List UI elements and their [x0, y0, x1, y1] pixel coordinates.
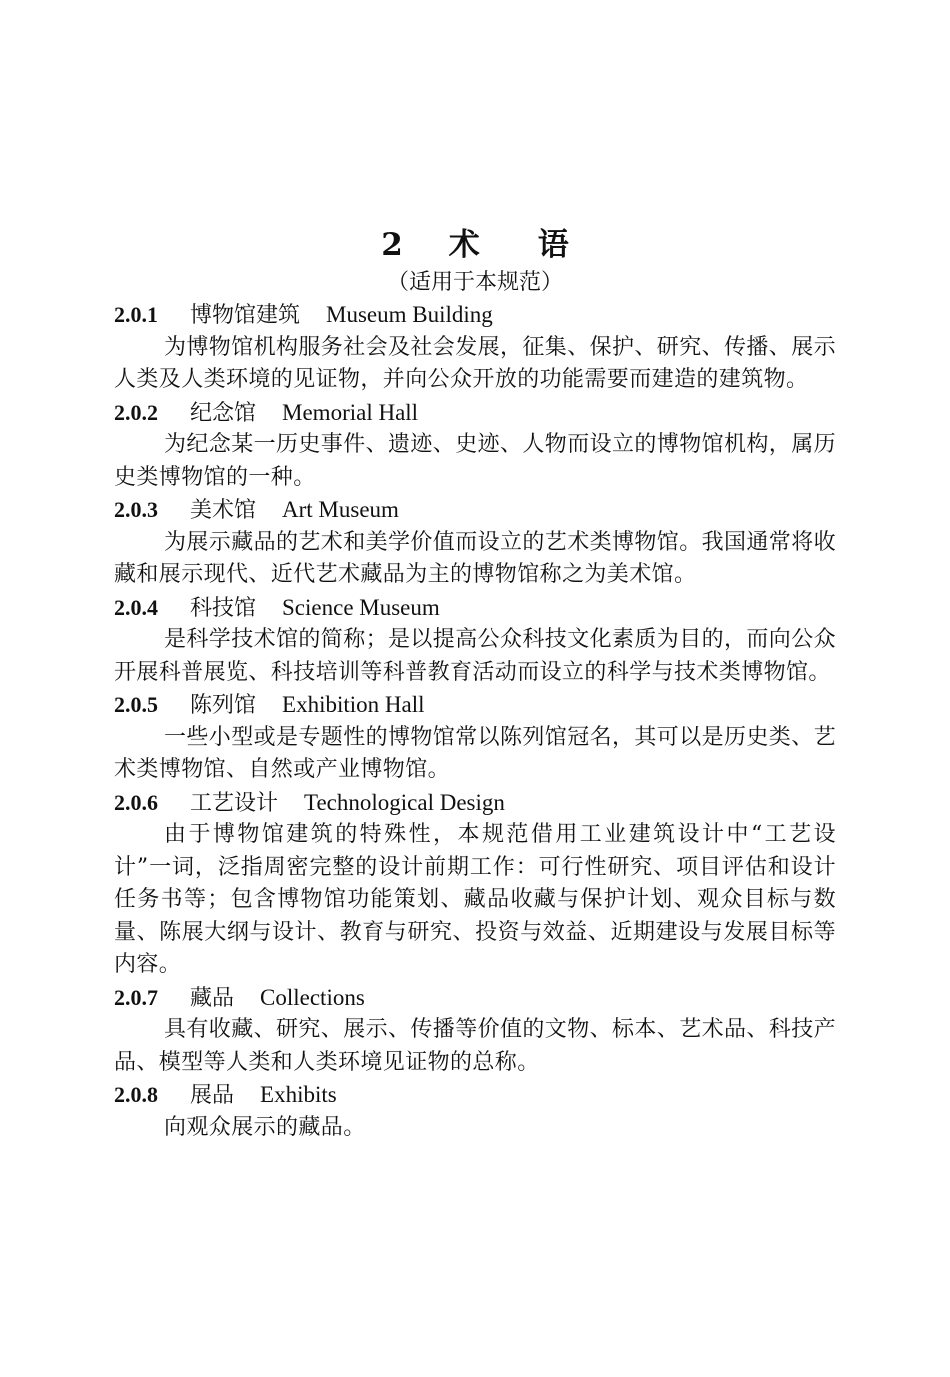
- term-english-name: Museum Building: [326, 302, 493, 327]
- term-number: 2.0.5: [114, 692, 158, 717]
- term-chinese-name: 科技馆: [190, 595, 257, 621]
- term-entry: [114, 982, 836, 1080]
- term-definition: 为纪念某一历史事件、遗迹、史迹、人物而设立的博物馆机构，属历史类博物馆的一种。: [114, 432, 837, 490]
- term-chinese-name: 藏品: [190, 985, 235, 1011]
- chapter-title: [114, 225, 836, 265]
- term-english-name: Collections: [260, 984, 365, 1010]
- term-english-name: Exhibits: [260, 1082, 337, 1107]
- term-number: 2.0.1: [114, 302, 158, 327]
- term-number: 2.0.8: [114, 1082, 158, 1107]
- term-heading: [114, 1079, 836, 1112]
- term-chinese-name: 陈列馆: [190, 693, 257, 718]
- term-heading: [114, 787, 836, 820]
- term-heading: [114, 592, 836, 625]
- term-entry: [114, 1079, 836, 1144]
- term-chinese-name: 纪念馆: [190, 400, 257, 426]
- term-entry: [114, 299, 836, 397]
- term-entry: [114, 592, 836, 690]
- chapter-subtitle: （适用于本规范）: [386, 270, 563, 295]
- chapter-title-char-2: 语: [537, 227, 569, 263]
- term-definition: 向观众展示的藏品。: [164, 1114, 366, 1140]
- term-definition: 一些小型或是专题性的博物馆常以陈列馆冠名，其可以是历史类、艺术类博物馆、自然或产业博物馆。: [114, 724, 837, 782]
- term-definition: 是科学技术馆的简称；是以提高公众科技文化素质为目的，而向公众开展科普展览、科技培训等科普教育活动而设立的科学与技术类博物馆。: [114, 627, 837, 685]
- term-english-name: Memorial Hall: [282, 399, 419, 425]
- term-heading: [114, 397, 836, 430]
- term-definition: 具有收藏、研究、展示、传播等价值的文物、标本、艺术品、科技产品、模型等人类和人类环境见证物的总称。: [114, 1017, 837, 1075]
- term-heading: [114, 982, 836, 1015]
- term-english-name: Science Museum: [282, 594, 440, 620]
- term-heading: [114, 494, 836, 527]
- term-chinese-name: 展品: [190, 1083, 235, 1108]
- term-number: 2.0.4: [114, 594, 158, 620]
- term-heading: [114, 689, 836, 722]
- term-number: 2.0.6: [114, 789, 158, 815]
- term-entry: [114, 397, 836, 495]
- term-english-name: Exhibition Hall: [282, 692, 425, 717]
- term-number: 2.0.7: [114, 984, 158, 1010]
- term-definition: 由于博物馆建筑的特殊性，本规范借用工业建筑设计中“工艺设计”一词，泛指周密完整的设计前期工作：可行性研究、项目评估和设计任务书等；包含博物馆功能策划、藏品收藏与保护计划、观众目标与数量、陈展大纲与设计、教育与研究、投资与效益、近期建设与发展目标等内容。: [114, 822, 836, 977]
- document-page: [114, 225, 836, 1144]
- term-definition: 为展示藏品的艺术和美学价值而设立的艺术类博物馆。我国通常将收藏和展示现代、近代艺术藏品为主的博物馆称之为美术馆。: [114, 529, 837, 587]
- term-entry: [114, 494, 836, 592]
- term-english-name: Technological Design: [304, 789, 505, 815]
- term-number: 2.0.3: [114, 497, 158, 522]
- term-entry: [114, 689, 836, 787]
- term-heading: [114, 299, 836, 332]
- term-english-name: Art Museum: [282, 497, 399, 522]
- term-chinese-name: 美术馆: [190, 498, 257, 523]
- term-chinese-name: 博物馆建筑: [190, 303, 301, 328]
- chapter-number: 2: [381, 227, 403, 263]
- term-entry: [114, 787, 836, 982]
- term-number: 2.0.2: [114, 399, 158, 425]
- term-definition: 为博物馆机构服务社会及社会发展，征集、保护、研究、传播、展示人类及人类环境的见证物，并向公众开放的功能需要而建造的建筑物。: [114, 334, 837, 392]
- term-chinese-name: 工艺设计: [190, 790, 279, 816]
- chapter-title-char-1: 术: [448, 227, 480, 263]
